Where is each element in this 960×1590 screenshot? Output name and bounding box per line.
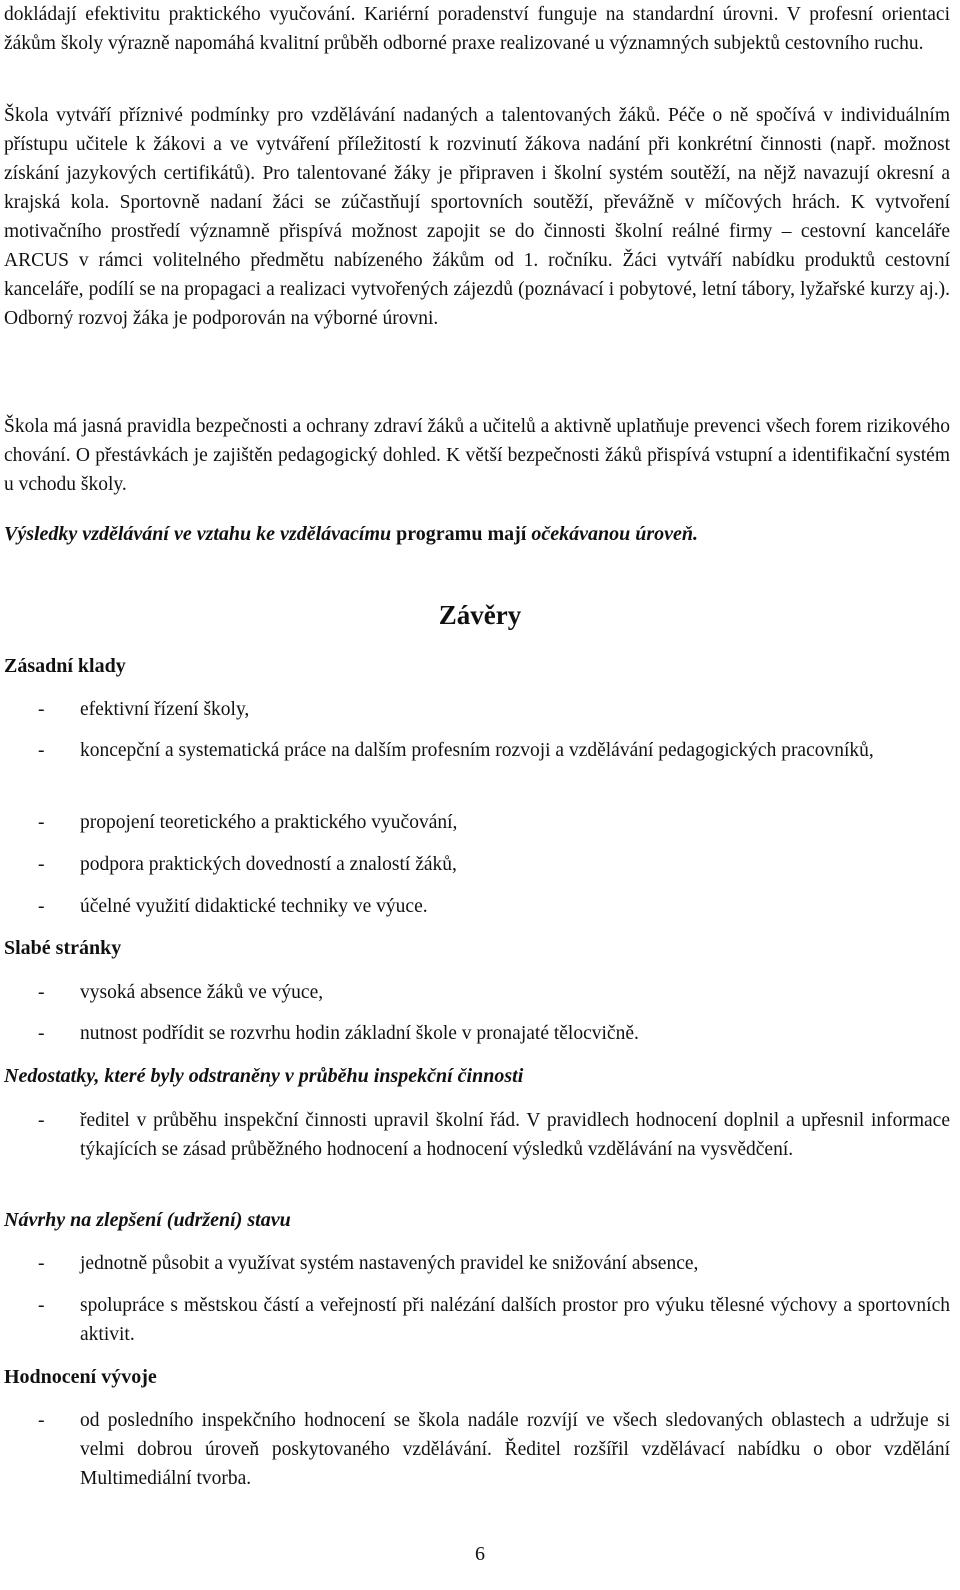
results-statement: [4, 520, 950, 548]
paragraph-talented-pupils: Škola vytváří příznivé podmínky pro vzdělávání nadaných a talentovaných žáků. Péče o ně spočívá v individuálním přístupu učitele k žákovi a ve vytváření příležitostí k rozvinutí žákova nadání při konkrétní činnosti (např. možnost získání jazykových certifikátů). Pro talentované žáky je připraven i školní systém soutěží, na nějž navazují okresní a krajská kola. Sportovně nadaní žáci se zúčastňují sportovních soutěží, převážně v míčových hrách. K vytvoření motivačního prostředí významně přispívá možnost zapojit se do činnosti školní reálné firmy – cestovní kanceláře ARCUS v rámci volitelného předmětu nabízeného žákům od 1. ročníku. Žáci vytváří nabídku produktů cestovní kanceláře, podílí se na propagaci a realizaci vytvořených zájezdů (poznávací i pobytové, letní tábory, lyžařské kurzy aj.). Odborný rozvoj žáka je podporován na výborné úrovni.: [4, 105, 950, 329]
heading-development: Hodnocení vývoje: [4, 1366, 157, 1388]
heading-strengths: Zásadní klady: [4, 655, 126, 677]
list-item: [4, 695, 950, 724]
list-item: [4, 1291, 950, 1349]
list-item: [4, 978, 950, 1007]
list-item: [4, 1249, 950, 1278]
list-dash: -: [38, 896, 45, 917]
page-number: 6: [475, 1543, 485, 1565]
results-statement-italic-end: očekávanou úroveň.: [531, 523, 698, 545]
results-statement-normal: programu mají: [391, 523, 532, 545]
results-statement-italic: Výsledky vzdělávání ve vztahu ke vzdělávacímu: [4, 523, 392, 545]
list-item: [4, 808, 950, 837]
list-item: [4, 1406, 950, 1493]
list-item-text: od posledního inspekčního hodnocení se škola nadále rozvíjí ve všech sledovaných oblastech a udržuje si velmi dobrou úroveň poskytovaného vzdělávání. Ředitel rozšířil vzdělávací nabídku o obor vzdělání Multimediální tvorba.: [80, 1410, 950, 1489]
list-item-text: efektivní řízení školy,: [80, 699, 250, 720]
list-item-text: nutnost podřídit se rozvrhu hodin základní škole v pronajaté tělocvičně.: [80, 1023, 639, 1044]
heading-proposals: Návrhy na zlepšení (udržení) stavu: [4, 1209, 291, 1231]
list-item-text: jednotně působit a využívat systém nastavených pravidel ke snižování absence,: [80, 1253, 699, 1274]
list-dash: -: [38, 812, 45, 833]
list-dash: -: [38, 1253, 45, 1274]
list-item: [4, 736, 950, 765]
list-item: [4, 1106, 950, 1164]
paragraph-career-guidance: dokládají efektivitu praktického vyučování. Kariérní poradenství funguje na standardní úrovni. V profesní orientaci žákům školy výrazně napomáhá kvalitní průběh odborné praxe realizované u významných subjektů cestovního ruchu.: [4, 4, 950, 54]
list-item-text: ředitel v průběhu inspekční činnosti upravil školní řád. V pravidlech hodnocení doplnil a upřesnil informace týkajících se zásad průběžného hodnocení a hodnocení výsledků vzdělávání na vysvědčení.: [80, 1110, 950, 1160]
paragraph-safety: Škola má jasná pravidla bezpečnosti a ochrany zdraví žáků a učitelů a aktivně uplatňuje prevenci všech forem rizikového chování. O přestávkách je zajištěn pedagogický dohled. K větší bezpečnosti žáků přispívá vstupní a identifikační systém u vchodu školy.: [4, 416, 950, 495]
list-item-text: vysoká absence žáků ve výuce,: [80, 982, 324, 1003]
heading-weaknesses: Slabé stránky: [4, 937, 122, 959]
list-item: [4, 850, 950, 879]
list-dash: -: [38, 982, 45, 1003]
list-item-text: spolupráce s městskou částí a veřejností při nalézání dalších prostor pro výuku tělesné výchovy a sportovních aktivit.: [80, 1295, 950, 1345]
list-dash: -: [38, 699, 45, 720]
list-item-text: účelné využití didaktické techniky ve výuce.: [80, 896, 428, 917]
list-dash: -: [38, 854, 45, 875]
list-item: [4, 1019, 950, 1048]
list-dash: -: [38, 1410, 45, 1431]
heading-fixed-shortcomings: Nedostatky, které byly odstraněny v průběhu inspekční činnosti: [4, 1065, 524, 1087]
list-item: [4, 892, 950, 921]
list-dash: -: [38, 1023, 45, 1044]
list-dash: -: [38, 1110, 45, 1131]
list-item-text: podpora praktických dovedností a znalostí žáků,: [80, 854, 457, 875]
list-dash: -: [38, 740, 45, 761]
page-title: Závěry: [438, 600, 522, 630]
list-dash: -: [38, 1295, 45, 1316]
list-item-text: koncepční a systematická práce na dalším profesním rozvoji a vzdělávání pedagogických pracovníků,: [80, 740, 874, 761]
list-item-text: propojení teoretického a praktického vyučování,: [80, 812, 458, 833]
